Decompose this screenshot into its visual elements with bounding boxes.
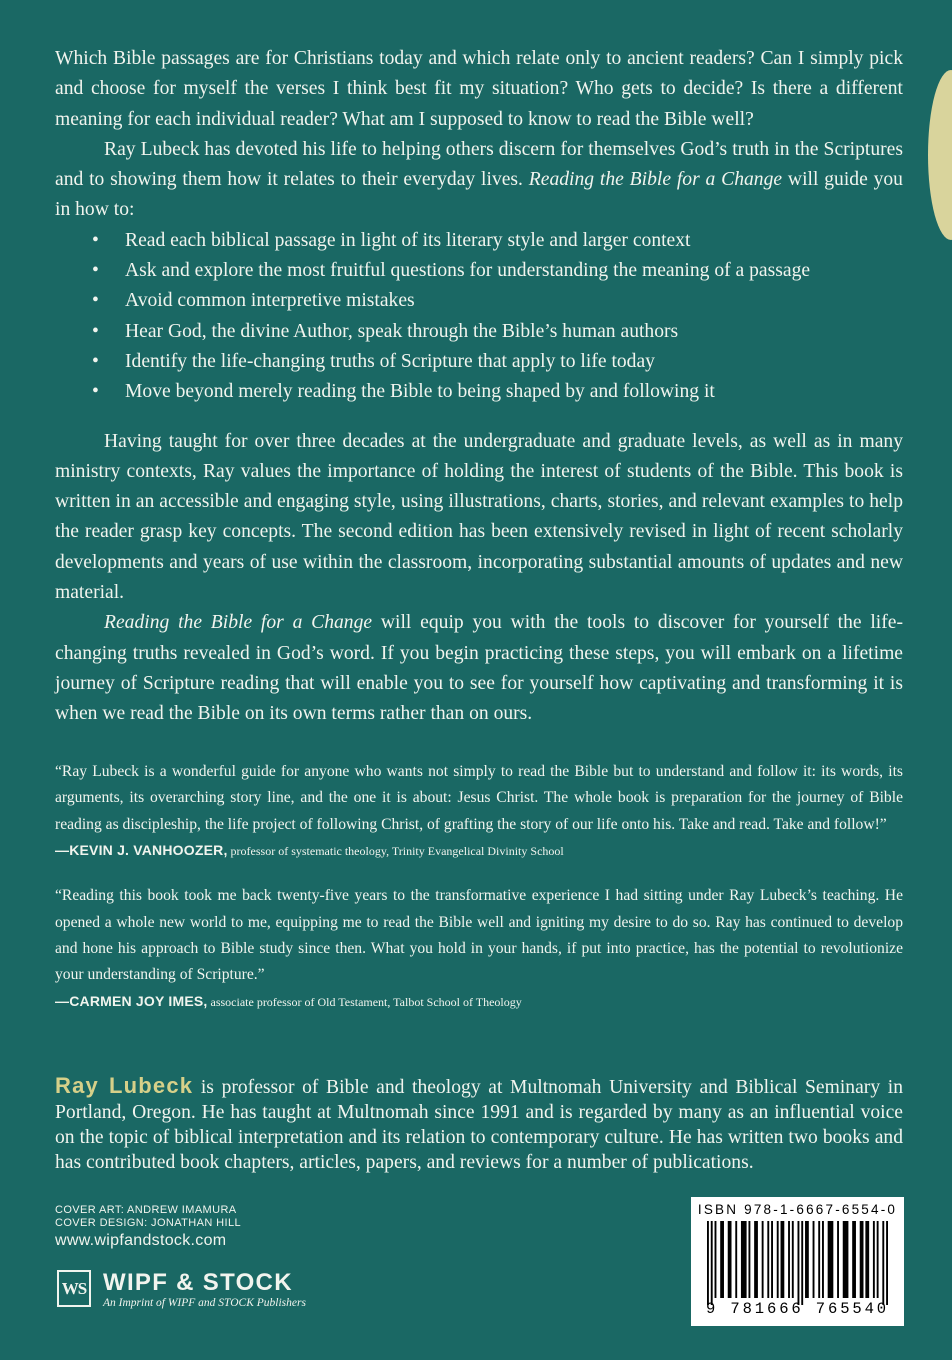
barcode-bar xyxy=(788,1221,790,1298)
list-item xyxy=(92,286,903,316)
barcode-bar xyxy=(777,1221,779,1298)
blurb-p2-lead: Ray Lubeck has devoted his life to helping others discern for themselves God’s truth in the Scriptures and to showing them how it relates to their everyday lives. xyxy=(55,138,903,191)
barcode-bar xyxy=(798,1221,800,1305)
author-name: Ray Lubeck xyxy=(55,1073,194,1098)
barcode-bar xyxy=(801,1221,803,1305)
barcode-bar xyxy=(886,1221,888,1305)
blurb-p2-tail: will guide you in how to: xyxy=(55,169,903,221)
endorsement-quote: “Ray Lubeck is a wonderful guide for anyone who wants not simply to read the Bible but to understand and follow it: its words, its arguments, its overarching story line, and the one it is about: Jesus Christ. The whole book is preparation for the journey of Bible reading as discipleship, the life project of following Christ, of grafting the story of our life onto his. Take and read. Take and follow!” xyxy=(55,763,903,833)
barcode-bar xyxy=(818,1221,820,1298)
list-item xyxy=(92,256,903,286)
barcode-bar xyxy=(735,1221,737,1298)
back-cover-blurb xyxy=(55,44,903,730)
barcode-bar xyxy=(865,1221,869,1298)
barcode-bar xyxy=(813,1221,815,1298)
barcode-bar xyxy=(860,1221,864,1298)
endorsement xyxy=(55,759,903,863)
barcode-bar xyxy=(805,1221,809,1298)
barcode-bar xyxy=(720,1221,724,1298)
barcode-bar xyxy=(762,1221,764,1298)
publisher-name: WIPF & STOCK xyxy=(103,1269,293,1296)
barcode-bar xyxy=(882,1221,884,1305)
list-item-text: Move beyond merely reading the Bible to being shaped by and following it xyxy=(125,381,715,403)
bullet-icon: • xyxy=(92,290,99,312)
barcode-bar xyxy=(852,1221,856,1298)
list-item-text: Hear God, the divine Author, speak through the Bible’s human authors xyxy=(125,320,679,342)
barcode-bar xyxy=(781,1221,785,1298)
barcode-bar xyxy=(877,1221,879,1298)
bullet-icon: • xyxy=(92,350,99,372)
isbn-label: ISBN 978-1-6667-6554-0 xyxy=(697,1202,898,1217)
barcode-bar xyxy=(754,1221,758,1298)
decorative-arc xyxy=(928,70,952,240)
barcode-bar xyxy=(843,1221,849,1298)
bullet-icon: • xyxy=(92,229,99,251)
bullet-icon: • xyxy=(92,381,99,403)
barcode-bar xyxy=(822,1221,824,1298)
list-item xyxy=(92,317,903,347)
publisher-logo-icon: WS xyxy=(57,1270,91,1307)
endorsements xyxy=(55,759,903,1034)
barcode-digits: 9 781666 765540 xyxy=(705,1300,890,1318)
bio-text: is professor of Bible and theology at Multnomah University and Biblical Seminary in Portland, Oregon. He has taught at Multnomah since 1991 and is regarded by many as an influential voice on the topic of biblical interpretation and its relation to contemporary culture. He has written two books and has contributed book chapters, articles, papers, and reviews for a number of publications. xyxy=(55,1077,903,1173)
publisher-tagline: An Imprint of WIPF and STOCK Publishers xyxy=(103,1297,306,1309)
endorsement-attribution xyxy=(55,989,903,1014)
barcode-bar xyxy=(767,1221,769,1298)
isbn-barcode xyxy=(691,1197,904,1326)
endorser-title: associate professor of Old Testament, Talbot School of Theology xyxy=(207,994,522,1009)
barcode-bar xyxy=(792,1221,794,1298)
list-item-text: Identify the life-changing truths of Scripture that apply to life today xyxy=(125,350,655,372)
list-item-text: Ask and explore the most fruitful questions for understanding the meaning of a passage xyxy=(125,260,811,282)
blurb-paragraph-3: Having taught for over three decades at the undergraduate and graduate levels, as well as in many ministry contexts, Ray values the importance of holding the interest of students of the Bible. This book is written in an accessible and engaging style, using illustrations, charts, stories, and relevant examples to help the reader grasp key concepts. The second edition has been extensively revised in light of recent scholarly developments and years of use within the classroom, incorporating substantial amounts of updates and new material. xyxy=(55,430,903,604)
blurb-p4-tail: will equip you with the tools to discover for yourself the life-changing truths revealed in God’s word. If you begin practicing these steps, you will embark on a lifetime journey of Scripture reading that will enable you to see for yourself how captivating and transforming it is when we read the Bible on its own terms rather than on ours. xyxy=(55,612,903,725)
book-title: Reading the Bible for a Change xyxy=(528,169,783,191)
endorser-name: —CARMEN JOY IMES, xyxy=(55,992,208,1009)
list-item xyxy=(92,347,903,377)
barcode-bar xyxy=(707,1221,709,1305)
cover-design-credit: COVER DESIGN: JONATHAN HILL xyxy=(55,1216,242,1229)
benefits-list xyxy=(55,226,903,408)
barcode-bar xyxy=(837,1221,839,1298)
cover-credits xyxy=(55,1204,241,1229)
endorsement-attribution xyxy=(55,838,903,863)
bullet-icon: • xyxy=(92,320,99,342)
bio-paragraph xyxy=(55,1073,903,1175)
bullet-icon: • xyxy=(92,260,99,282)
list-item xyxy=(92,377,903,407)
barcode-bar xyxy=(728,1221,732,1298)
blurb-intro: Which Bible passages are for Christians today and which relate only to ancient readers? Can I simply pick and choose for myself the verses I think best fit my situation? Who gets to decide? Is there a different meaning for each individual reader? What am I supposed to know to read the Bible well? xyxy=(55,48,903,130)
blurb-paragraph-2 xyxy=(55,135,903,226)
barcode-bar xyxy=(748,1221,750,1298)
barcode-bar xyxy=(711,1221,713,1305)
list-item-text: Avoid common interpretive mistakes xyxy=(125,290,415,312)
author-bio xyxy=(55,1073,903,1175)
barcode-bar xyxy=(873,1221,875,1298)
endorser-title: professor of systematic theology, Trinity Evangelical Divinity School xyxy=(227,844,564,859)
barcode-bar xyxy=(741,1221,747,1298)
publisher-website[interactable]: www.wipfandstock.com xyxy=(55,1232,227,1249)
endorser-name: —KEVIN J. VANHOOZER, xyxy=(55,842,228,859)
endorsement xyxy=(55,883,903,1014)
list-item-text: Read each biblical passage in light of its literary style and larger context xyxy=(125,229,691,251)
cover-art-credit: COVER ART: ANDREW IMAMURA xyxy=(55,1204,237,1216)
barcode-bar xyxy=(771,1221,773,1298)
barcode-bar xyxy=(715,1221,717,1298)
list-item xyxy=(92,226,903,256)
barcode-bar xyxy=(828,1221,834,1298)
book-title: Reading the Bible for a Change xyxy=(104,612,373,634)
blurb-paragraph-4 xyxy=(55,608,903,729)
endorsement-quote: “Reading this book took me back twenty-five years to the transformative experience I had sitting under Ray Lubeck’s teaching. He opened a whole new world to me, equipping me to read the Bible well and igniting my desire to do so. Ray has continued to develop and hone his approach to Bible study since then. What you hold in your hands, if put into practice, has the potential to revolutionize your understanding of Scripture.” xyxy=(55,887,903,984)
